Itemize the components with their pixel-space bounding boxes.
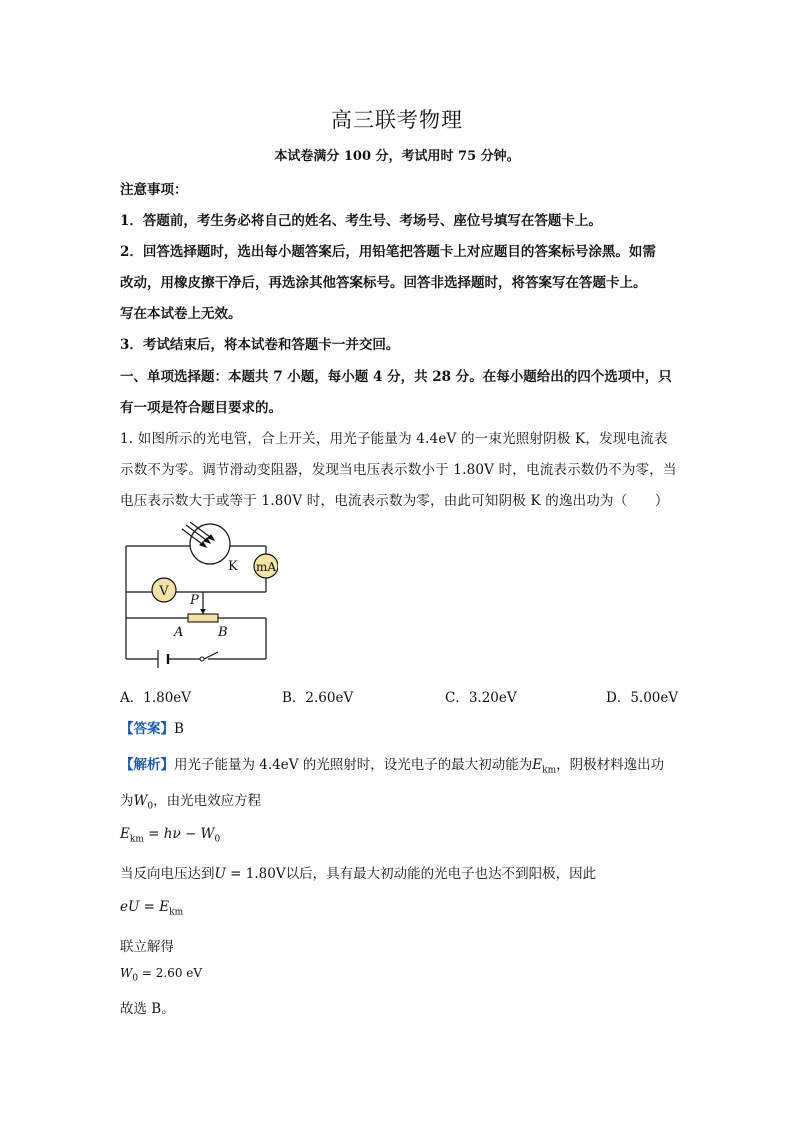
answer-value: B bbox=[174, 721, 184, 737]
voltage-symbol: U bbox=[214, 866, 226, 882]
rheostat-icon bbox=[188, 614, 218, 622]
exam-subtitle: 本试卷满分 100 分，考试用时 75 分钟。 bbox=[274, 149, 520, 164]
rheostat-label-a: A bbox=[174, 625, 184, 640]
question-1-line-3: 电压表示数大于或等于 1.80V 时，电流表示数为零，由此可知阴极 K 的逸出功为（ ） bbox=[120, 493, 669, 509]
rheostat-label-b: B bbox=[218, 625, 228, 640]
slider-arrow-icon bbox=[200, 609, 206, 614]
phototube-circle bbox=[190, 524, 230, 564]
analysis-tag: 【解析】 bbox=[120, 757, 174, 773]
result-line bbox=[120, 966, 680, 983]
eq1-rhs: = hν − W bbox=[143, 826, 215, 842]
result-value: = 2.60 eV bbox=[138, 966, 203, 980]
conclusion-line: 故选 B。 bbox=[120, 1001, 175, 1017]
cathode-label: K bbox=[228, 559, 238, 574]
work-symbol: W bbox=[133, 793, 148, 809]
note-item-2-line-3: 写在本试卷上无效。 bbox=[120, 306, 242, 322]
analysis-text-2b: ，由光电效应方程 bbox=[153, 793, 262, 809]
voltage-line bbox=[120, 862, 680, 882]
option-d: D．5.00eV bbox=[606, 690, 679, 706]
energy-symbol: E bbox=[532, 757, 543, 773]
note-item-2-line-1: 2．回答选择题时，选出每小题答案后，用铅笔把答题卡上对应题目的答案标号涂黑。如需 bbox=[120, 244, 656, 260]
analysis-text-1b: ，阴极材料逸出功 bbox=[556, 757, 665, 773]
section-heading-line-1: 一、单项选择题：本题共 7 小题，每小题 4 分，共 28 分。在每小题给出的四个选项中，只 bbox=[120, 369, 672, 385]
note-item-3: 3．考试结束后，将本试卷和答题卡一并交回。 bbox=[120, 337, 400, 353]
note-item-2-line-2: 改动，用橡皮擦干净后，再选涂其他答案标号。回答非选择题时，将答案写在答题卡上。 bbox=[120, 275, 647, 291]
analysis-text-1: 用光子能量为 4.4eV 的光照射时，设光电子的最大初动能为 bbox=[174, 757, 533, 773]
option-b: B．2.60eV bbox=[282, 690, 354, 706]
result-symbol: W bbox=[120, 966, 133, 980]
voltmeter-label: V bbox=[159, 584, 169, 599]
question-1-line-2: 示数不为零。调节滑动变阻器，发现当电压表示数小于 1.80V 时，电流表示数仍不为零，当 bbox=[120, 462, 677, 478]
notes-heading: 注意事项： bbox=[120, 182, 188, 198]
energy-subscript: km bbox=[542, 765, 557, 776]
option-c: C．3.20eV bbox=[445, 690, 517, 706]
analysis-text-2a: 为 bbox=[120, 793, 134, 809]
solve-line: 联立解得 bbox=[120, 939, 174, 955]
result-subscript: 0 bbox=[132, 973, 139, 984]
analysis-line-2 bbox=[120, 789, 680, 812]
work-subscript: 0 bbox=[147, 801, 154, 812]
eq1-rhs-sub: 0 bbox=[214, 834, 221, 845]
switch-icon bbox=[200, 652, 218, 661]
voltage-value: = 1.80V bbox=[225, 866, 286, 882]
question-1-line-1: 1. 如图所示的光电管，合上开关，用光子能量为 4.4eV 的一束光照射阴极 K，发现电流表 bbox=[120, 431, 668, 447]
note-item-1: 1．答题前，考生务必将自己的姓名、考生号、考场号、座位号填写在答题卡上。 bbox=[120, 213, 602, 229]
milliammeter-label: mA bbox=[255, 560, 277, 574]
equation-photoelectric bbox=[120, 826, 680, 845]
slider-label-p: P bbox=[190, 593, 199, 608]
analysis-line-1 bbox=[120, 753, 680, 776]
answer-tag: 【答案】 bbox=[120, 721, 174, 737]
eq2-lhs: eU = E bbox=[120, 899, 170, 915]
page-title: 高三联考物理 bbox=[331, 108, 463, 132]
section-heading-line-2: 有一项是符合题目要求的。 bbox=[120, 400, 282, 416]
eq1-lhs-sub: km bbox=[129, 834, 144, 845]
battery-icon bbox=[158, 650, 168, 668]
option-a: A．1.80eV bbox=[120, 690, 192, 706]
photoelectric-circuit-diagram bbox=[118, 520, 278, 672]
voltage-text-b: 以后，具有最大初动能的光电子也达不到阳极，因此 bbox=[285, 866, 597, 882]
equation-stopping bbox=[120, 899, 680, 918]
eq2-sub: km bbox=[169, 907, 184, 918]
eq1-lhs: E bbox=[120, 826, 130, 842]
voltage-text-a: 当反向电压达到 bbox=[120, 866, 215, 882]
answer-line bbox=[120, 717, 680, 737]
